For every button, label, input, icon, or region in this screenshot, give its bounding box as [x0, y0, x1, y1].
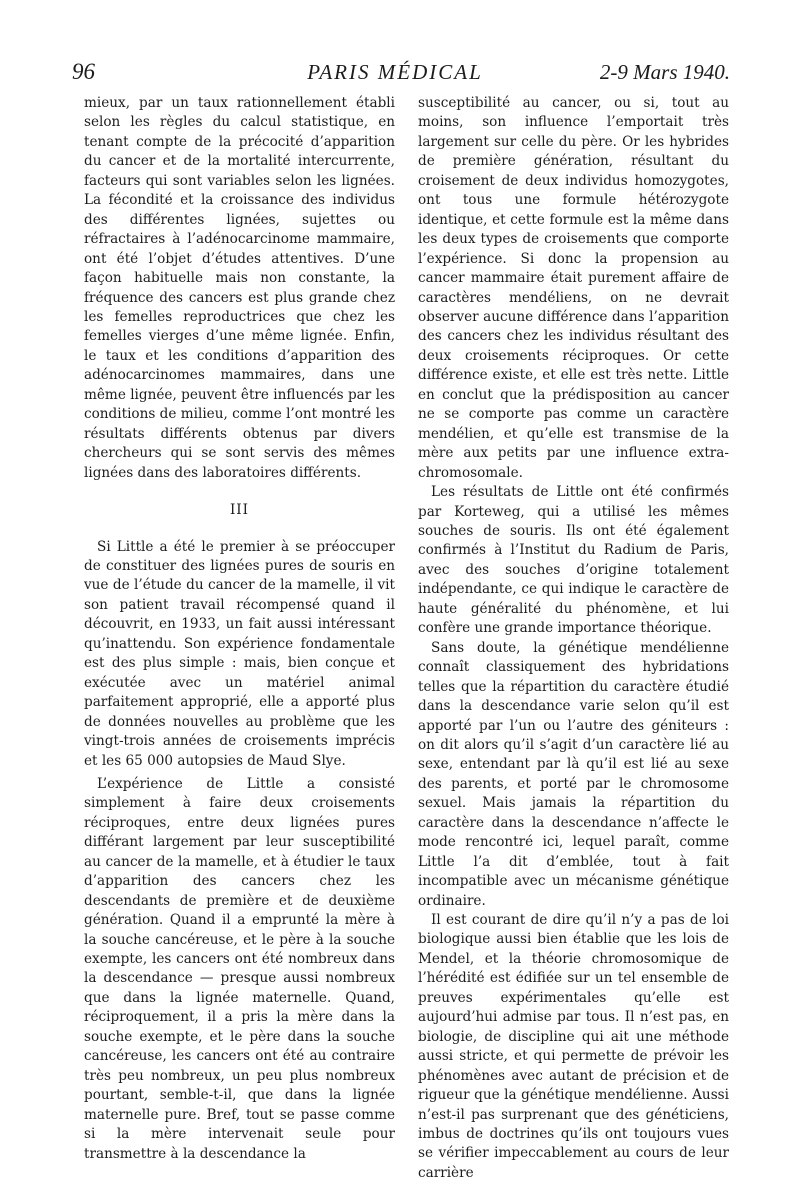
- journal-title: PARIS MÉDICAL: [307, 60, 483, 84]
- left-column: [84, 94, 395, 1164]
- paragraph: Il est courant de dire qu’il n’y a pas de loi biologique aussi bien établie que les lois de Mendel, et la théorie chromosomique de l’hérédité est édifiée sur un tel ensemble de preuves expérimentales qu’elle est aujourd’hui admise par tous. Il n’est pas, en biologie, de discipline qui ait une méthode aussi stricte, et qui permette de prévoir les phénomènes avec autant de précision et de rigueur que la génétique mendélienne. Aussi n’est-il pas surprenant que des généticiens, imbus de doctrines qu’ils ont toujours vues se vérifier impeccablement au cours de leur carrière: [418, 912, 729, 1181]
- paragraph: Si Little a été le premier à se préoccuper de constituer des lignées pures de souris en vue de l’étude du cancer de la mamelle, il vit son patient travail récompensé quand il découvrit, en 1933, un fait aussi intéressant qu’inattendu. Son expérience fondamentale est des plus simple : mais, bien conçue et exécutée avec un matériel animal parfaitement approprié, elle a apporté plus de données nouvelles au problème que les vingt-trois années de croisements imprécis et les 65 000 autopsies de Maud Slye.: [84, 538, 395, 769]
- page-number: 96: [72, 59, 95, 84]
- paragraph: L’expérience de Little a consisté simplement à faire deux croisements réciproques, entre deux lignées pures différant largement par leur susceptibilité au cancer de la mamelle, et à étudier le taux d’apparition des cancers chez les descendants de première et de deuxième génération. Quand il a emprunté la mère à la souche cancéreuse, et le père à la souche exempte, les cancers ont été nombreux dans la descendance — presque aussi nombreux que dans la lignée maternelle. Quand, réciproquement, il a pris la mère dans la souche exempte, et le père dans la souche cancéreuse, les cancers ont été au contraire très peu nombreux, un peu plus nombreux pourtant, semble-t-il, que dans la lignée maternelle pure. Bref, tout se passe comme si la mère intervenait seule pour transmettre à la descendance la: [84, 775, 395, 1162]
- paragraph: Sans doute, la génétique mendélienne connaît classiquement des hybridations telles que la répartition du caractère étudié dans la descendance varie selon qu’il est apporté par l’un ou l’autre des géniteurs : on dit alors qu’il s’agit d’un caractère lié au sexe, entendant par là qu’il est lié au sexe des parents, et porté par le chromosome sexuel. Mais jamais la répartition du caractère dans la descendance n’affecte le mode rencontré ici, lequel paraît, comme Little l’a dit d’emblée, tout à fait incompatible avec un mécanisme génétique ordinaire.: [418, 639, 729, 909]
- issue-date: 2-9 Mars 1940.: [599, 60, 730, 84]
- right-column: [418, 94, 729, 1183]
- page-header: [60, 55, 730, 91]
- paragraph: Les résultats de Little ont été confirmés par Korteweg, qui a utilisé les mêmes souches de souris. Ils ont été également confirmés à l’Institut du Radium de Paris, avec des souches d’origine totalement indépendante, ce qui indique le caractère de haute généralité du phénomène, et lui confère une grande importance théorique.: [418, 484, 729, 637]
- section-heading: III: [229, 502, 250, 519]
- paragraph: susceptibilité au cancer, ou si, tout au moins, son influence l’emportait très largement sur celle du père. Or les hybrides de première génération, résultant du croisement de deux individus homozygotes, ont tous une formule hétérozygote identique, et cette formule est la même dans les deux types de croisements que comporte l’expérience. Si donc la propension au cancer mammaire était purement affaire de caractères mendéliens, on ne devrait observer aucune différence dans l’apparition des cancers chez les individus résultant des deux croisements réciproques. Or cette différence existe, et elle est très nette. Little en conclut que la prédisposition au cancer ne se comporte pas comme un caractère mendélien, et qu’elle est transmise de la mère aux petits par une influence extra-chromosomale.: [418, 95, 729, 481]
- paragraph: mieux, par un taux rationnellement établi selon les règles du calcul statistique, en tenant compte de la précocité d’apparition du cancer et de la mortalité intercurrente, facteurs qui sont variables selon les lignées. La fécondité et la croissance des individus des différentes lignées, sujettes ou réfractaires à l’adénocarcinome mammaire, ont été l’objet d’études attentives. D’une façon habituelle mais non constante, la fréquence des cancers est plus grande chez les femelles reproductrices que chez les femelles vierges d’une même lignée. Enfin, le taux et les conditions d’apparition des adénocarcinomes mammaires, dans une même lignée, peuvent être influencés par les conditions de milieu, comme l’ont montré les résultats différents obtenus par divers chercheurs qui se sont servis des mêmes lignées dans des laboratoires différents.: [84, 95, 395, 481]
